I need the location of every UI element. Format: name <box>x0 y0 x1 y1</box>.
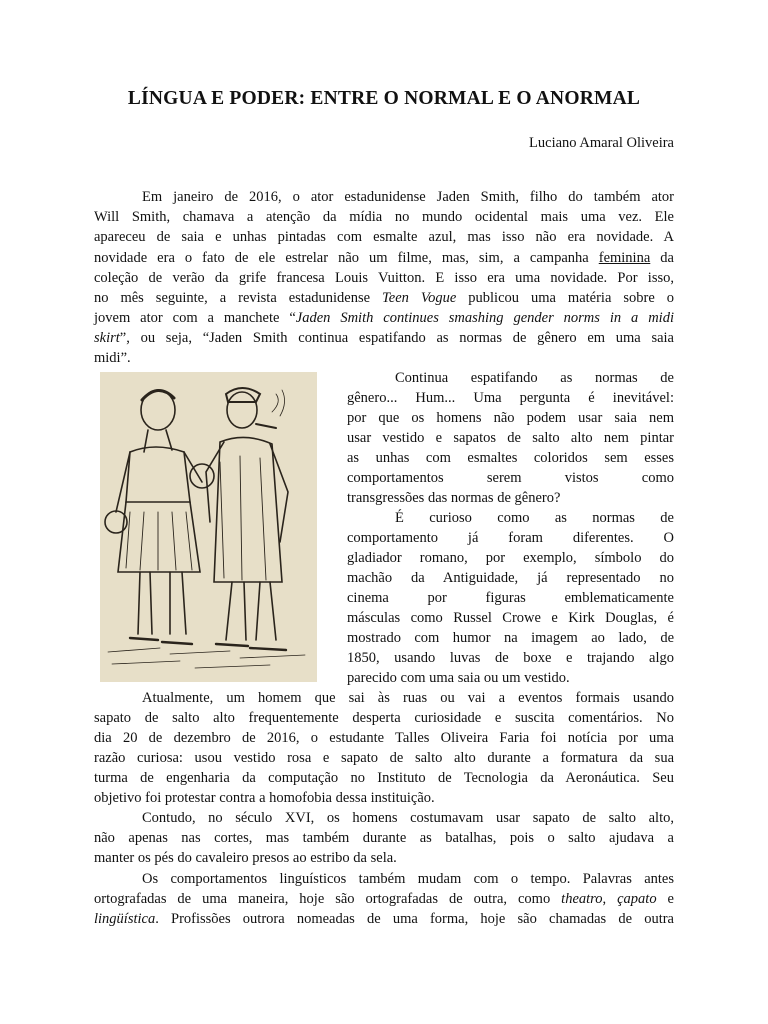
paragraph-1-line-7 <box>94 308 674 328</box>
paragraph-1-line-4 <box>94 248 674 268</box>
paragraph-4-line-6: objetivo foi protestar contra a homofobia dessa instituição. <box>94 790 435 806</box>
paragraph-3-line-2: comportamento já foram diferentes. O <box>347 530 674 546</box>
paragraph-6-line-3 <box>94 909 674 929</box>
text-run: jovem ator com a manchete “ <box>94 310 296 326</box>
example-word: theatro <box>561 891 603 907</box>
paragraph-2-line-7: transgressões das normas de gênero? <box>347 490 561 506</box>
paragraph-3-line-3: gladiador romano, por exemplo, símbolo do <box>347 550 674 566</box>
paragraph-4-line-2: sapato de salto alto frequentemente desperta curiosidade e suscita comentários. No <box>94 710 674 726</box>
underlined-word: feminina <box>598 250 651 266</box>
paragraph-2-line-2: gênero... Hum... Uma pergunta é inevitável: <box>347 390 674 406</box>
paragraph-3-line-7: mostrado com humor na imagem ao lado, de <box>347 630 674 646</box>
engraving-drawing <box>100 372 317 682</box>
text-run: e <box>656 891 674 907</box>
headline-quote: skirt <box>94 330 120 346</box>
example-word: lingüística <box>94 911 156 927</box>
paragraph-2-line-1: Continua espatifando as normas de <box>395 370 674 386</box>
paragraph-2-line-6: comportamentos serem vistos como <box>347 470 674 486</box>
paragraph-6-line-1: Os comportamentos linguísticos também mudam com o tempo. Palavras antes <box>142 871 674 887</box>
paragraph-1-line-9: midi”. <box>94 350 131 366</box>
text-run: . Profissões outrora nomeadas de uma forma, hoje são chamadas de outra <box>155 911 674 927</box>
text-run: ”, ou seja, “Jaden Smith continua espatifando as normas de gênero em uma saia <box>119 330 674 346</box>
paragraph-1-line-6 <box>94 288 674 308</box>
paragraph-4-line-5: turma de engenharia da computação no Instituto de Tecnologia da Aeronáutica. Seu <box>94 770 674 786</box>
headline-quote: Jaden Smith continues smashing gender norms in a midi <box>295 310 674 326</box>
paragraph-1-line-3: apareceu de saia e unhas pintadas com esmalte azul, mas isso não era novidade. A <box>94 229 674 245</box>
paragraph-3-line-4: machão da Antiguidade, já representado no <box>347 570 674 586</box>
paragraph-2-line-3: por que os homens não podem usar saia nem <box>347 410 674 426</box>
paragraph-1-line-8 <box>94 328 674 348</box>
text-run: no mês seguinte, a revista estadunidense <box>94 290 383 306</box>
gladiator-illustration <box>100 372 317 682</box>
paragraph-4-line-4: razão curiosa: usou vestido rosa e sapato de salto alto durante a formatura da sua <box>94 750 674 766</box>
paragraph-2-line-5: as unhas com esmaltes coloridos sem esses <box>347 450 674 466</box>
text-run: publicou uma matéria sobre o <box>456 290 674 306</box>
paragraph-5-line-1: Contudo, no século XVI, os homens costumavam usar sapato de salto alto, <box>142 810 674 826</box>
text-run: novidade era o fato de ele estrelar não um filme, mas, sim, a campanha <box>94 250 599 266</box>
example-word: çapato <box>617 891 657 907</box>
document-title: LÍNGUA E PODER: ENTRE O NORMAL E O ANORMAL <box>127 88 641 109</box>
text-run: da <box>650 250 674 266</box>
paragraph-5-line-2: não apenas nas cortes, mas também durante as batalhas, pois o salto ajudava a <box>94 830 674 846</box>
text-run: ortografadas de uma maneira, hoje são ortografadas de outra, como <box>94 891 562 907</box>
paragraph-6-line-2 <box>94 889 674 909</box>
paragraph-2-line-4: usar vestido e sapatos de salto alto nem pintar <box>347 430 674 446</box>
paragraph-1-line-1: Em janeiro de 2016, o ator estadunidense Jaden Smith, filho do também ator <box>142 189 674 205</box>
paragraph-4-line-3: dia 20 de dezembro de 2016, o estudante Talles Oliveira Faria foi notícia por uma <box>94 730 674 746</box>
paragraph-4-line-1: Atualmente, um homem que sai às ruas ou vai a eventos formais usando <box>142 690 674 706</box>
paragraph-1-line-5: coleção de verão da grife francesa Louis Vuitton. E isso era uma novidade. Por isso, <box>94 270 674 286</box>
author-name: Luciano Amaral Oliveira <box>529 135 674 151</box>
paragraph-3-line-6: másculas como Russel Crowe e Kirk Douglas, é <box>347 610 674 626</box>
paragraph-1-line-2: Will Smith, chamava a atenção da mídia no mundo ocidental mais uma vez. Ele <box>94 209 674 225</box>
paragraph-5-line-3: manter os pés do cavaleiro presos ao estribo da sela. <box>94 850 397 866</box>
paragraph-3-line-1: É curioso como as normas de <box>395 510 674 526</box>
magazine-name: Teen Vogue <box>382 290 457 306</box>
paragraph-3-line-9: parecido com uma saia ou um vestido. <box>347 670 570 686</box>
text-run: , <box>602 891 618 907</box>
paragraph-3-line-5: cinema por figuras emblematicamente <box>347 590 674 606</box>
paragraph-3-line-8: 1850, usando luvas de boxe e trajando algo <box>347 650 674 666</box>
